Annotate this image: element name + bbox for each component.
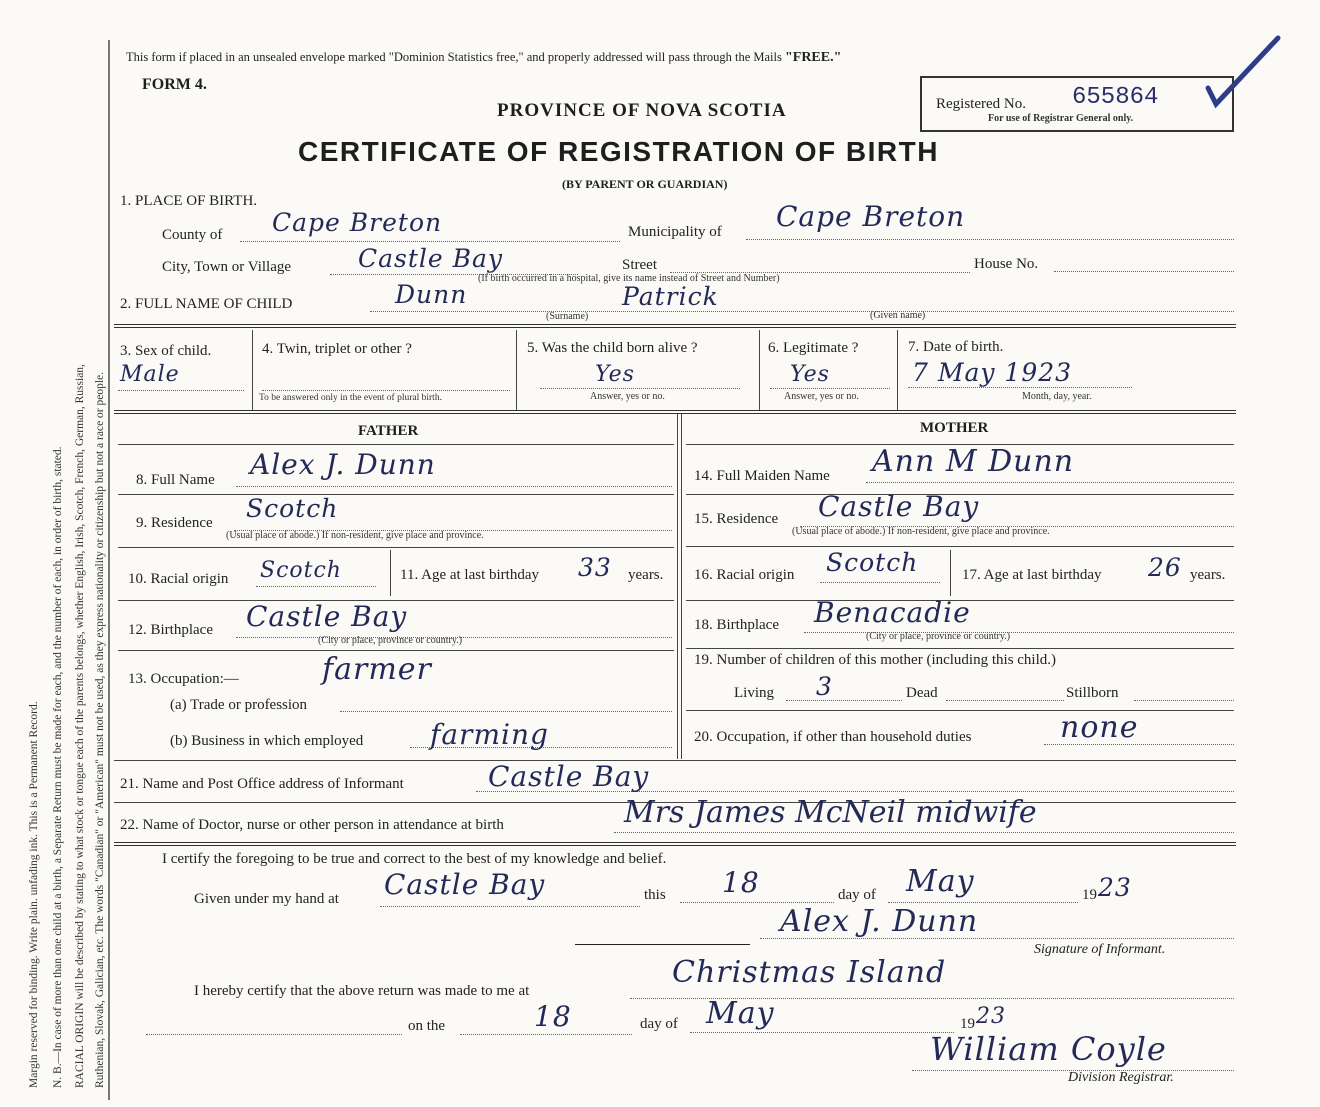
city-value: Castle Bay <box>358 244 504 273</box>
registrar-year-value: 23 <box>976 1004 1006 1029</box>
on-the-label: on the <box>408 1018 446 1034</box>
informant-label: 21. Name and Post Office address of Informant <box>120 776 404 792</box>
registrar-signature: William Coyle <box>930 1030 1167 1068</box>
given-day-of-label: day of <box>838 887 876 903</box>
municipality-value: Cape Breton <box>776 200 966 233</box>
child-given-name-value: Patrick <box>622 282 719 311</box>
informant-signature: Alex J. Dunn <box>780 904 979 939</box>
date-of-birth-note: Month, day, year. <box>1022 391 1092 402</box>
given-name-note: (Given name) <box>870 310 926 321</box>
father-birthplace-note: (City or place, province or country.) <box>318 635 463 646</box>
street-label: Street <box>622 257 657 273</box>
sidebar-text-binding: Margin reserved for binding. Write plain. unfading ink. This is a Permanent Record. <box>28 701 40 1088</box>
registrar-place-value: Christmas Island <box>672 955 947 990</box>
born-alive-value: Yes <box>595 362 635 387</box>
father-occupation-label: 13. Occupation:— <box>128 671 239 687</box>
mother-racial-label: 16. Racial origin <box>694 567 795 583</box>
father-age-unit: years. <box>628 567 664 583</box>
sidebar-text-plural-births: N. B.—In case of more than one child at a birth, a Separate Return must be made for each, and the number of each, in order of birth, stated. <box>52 446 64 1088</box>
sex-label: 3. Sex of child. <box>120 343 212 359</box>
father-age-label: 11. Age at last birthday <box>400 567 539 583</box>
born-alive-label: 5. Was the child born alive ? <box>527 340 698 356</box>
sidebar-text-nationality: Ruthenian, Slovak, Galician, etc. The words "Canadian" or "American" must not be used, as they express nationality or citizenship but not a race or people. <box>94 371 106 1088</box>
mother-age-unit: years. <box>1190 567 1226 583</box>
given-month-value: May <box>906 864 975 899</box>
father-residence-label: 9. Residence <box>136 515 213 531</box>
father-name-label: 8. Full Name <box>136 472 215 488</box>
father-business-value: farming <box>430 718 549 751</box>
doctor-value: Mrs James McNeil midwife <box>624 795 1037 830</box>
legitimate-value: Yes <box>790 362 830 387</box>
dead-label: Dead <box>906 685 938 701</box>
father-trade-label: (a) Trade or profession <box>170 697 308 713</box>
registrar-day-value: 18 <box>534 1000 572 1033</box>
father-age-value: 33 <box>578 553 612 582</box>
date-of-birth-value: 7 May 1923 <box>912 358 1073 387</box>
date-of-birth-label: 7. Date of birth. <box>908 339 1004 355</box>
place-of-birth-label: 1. PLACE OF BIRTH. <box>120 193 258 209</box>
stillborn-label: Stillborn <box>1066 685 1119 701</box>
living-label: Living <box>734 685 774 701</box>
mail-notice-text: This form if placed in an unsealed envelope marked "Dominion Statistics free," and properly addressed will pass through the Mails <box>126 50 782 64</box>
checkmark-icon <box>1200 30 1290 110</box>
form-number: FORM 4. <box>142 76 207 93</box>
certificate-subtitle: (BY PARENT OR GUARDIAN) <box>562 177 728 191</box>
father-heading: FATHER <box>358 423 419 439</box>
given-year-value: 23 <box>1098 873 1132 902</box>
living-value: 3 <box>816 672 833 701</box>
municipality-label: Municipality of <box>628 224 722 240</box>
mother-birthplace-note: (City or place, province or country.) <box>866 631 1011 642</box>
given-day-value: 18 <box>722 866 760 899</box>
twin-label: 4. Twin, triplet or other ? <box>262 341 412 357</box>
certify-text: I certify the foregoing to be true and correct to the best of my knowledge and belief. <box>162 851 667 867</box>
born-alive-note: Answer, yes or no. <box>590 391 665 402</box>
mother-occupation-value: none <box>1060 710 1139 745</box>
registrar-month-value: May <box>706 996 775 1031</box>
registrar-day-of-label: day of <box>640 1016 678 1032</box>
legitimate-note: Answer, yes or no. <box>784 391 859 402</box>
county-label: County of <box>162 227 223 243</box>
father-racial-value: Scotch <box>260 558 342 583</box>
mail-notice-free: "FREE." <box>785 50 842 65</box>
twin-note: To be answered only in the event of plural birth. <box>259 393 442 403</box>
father-birthplace-value: Castle Bay <box>246 600 408 633</box>
city-label: City, Town or Village <box>162 259 292 275</box>
mother-age-value: 26 <box>1148 553 1182 582</box>
mother-residence-label: 15. Residence <box>694 511 779 527</box>
father-residence-note: (Usual place of abode.) If non-resident, give place and province. <box>226 530 484 541</box>
province-title: PROVINCE OF NOVA SCOTIA <box>497 100 787 121</box>
mother-age-label: 17. Age at last birthday <box>962 567 1102 583</box>
father-birthplace-label: 12. Birthplace <box>128 622 213 638</box>
mother-residence-value: Castle Bay <box>818 490 980 523</box>
registered-number: 655864 <box>1072 84 1159 111</box>
mother-children-label: 19. Number of children of this mother (including this child.) <box>694 652 1057 668</box>
mother-heading: MOTHER <box>920 420 989 436</box>
registrar-year-prefix: 19 <box>960 1016 975 1032</box>
mother-residence-note: (Usual place of abode.) If non-resident, give place and province. <box>792 526 1050 537</box>
father-occupation-value: farmer <box>322 652 432 687</box>
registrar-text: I hereby certify that the above return was made to me at <box>194 983 530 999</box>
registered-label: Registered No. <box>936 96 1026 112</box>
given-this-label: this <box>644 887 666 903</box>
given-year-prefix: 19 <box>1082 887 1097 903</box>
mother-occupation-label: 20. Occupation, if other than household duties <box>694 729 972 745</box>
child-name-label: 2. FULL NAME OF CHILD <box>120 296 293 312</box>
county-value: Cape Breton <box>272 208 443 237</box>
informant-signature-label: Signature of Informant. <box>1034 942 1166 957</box>
mother-maiden-name-value: Ann M Dunn <box>872 444 1075 479</box>
margin-rule <box>108 40 110 1100</box>
mother-birthplace-label: 18. Birthplace <box>694 617 779 633</box>
given-place-value: Castle Bay <box>384 868 546 901</box>
sex-value: Male <box>120 362 180 387</box>
father-residence-value: Scotch <box>246 494 339 523</box>
registrar-signature-label: Division Registrar. <box>1068 1070 1174 1085</box>
mail-notice <box>126 50 841 66</box>
street-note: (If birth occurred in a hospital, give its name instead of Street and Number) <box>478 273 780 284</box>
mother-maiden-name-label: 14. Full Maiden Name <box>694 468 830 484</box>
father-business-label: (b) Business in which employed <box>170 733 364 749</box>
legitimate-label: 6. Legitimate ? <box>768 340 859 356</box>
registrar-note: For use of Registrar General only. <box>988 113 1134 124</box>
father-racial-label: 10. Racial origin <box>128 571 229 587</box>
sidebar-text-racial-origin: RACIAL ORIGIN will be described by stating to what stock or tongue each of the parents belongs, whether English, Irish, Scotch, French, German, Russian, <box>74 364 86 1088</box>
mother-birthplace-value: Benacadie <box>814 596 971 629</box>
certificate-title: CERTIFICATE OF REGISTRATION OF BIRTH <box>298 136 939 167</box>
surname-note: (Surname) <box>546 311 589 322</box>
father-name-value: Alex J. Dunn <box>250 448 436 481</box>
mother-racial-value: Scotch <box>826 548 919 577</box>
house-number-label: House No. <box>974 256 1039 272</box>
informant-value: Castle Bay <box>488 760 650 793</box>
given-under-label: Given under my hand at <box>194 891 339 907</box>
doctor-label: 22. Name of Doctor, nurse or other person in attendance at birth <box>120 817 504 833</box>
child-surname-value: Dunn <box>395 280 468 309</box>
